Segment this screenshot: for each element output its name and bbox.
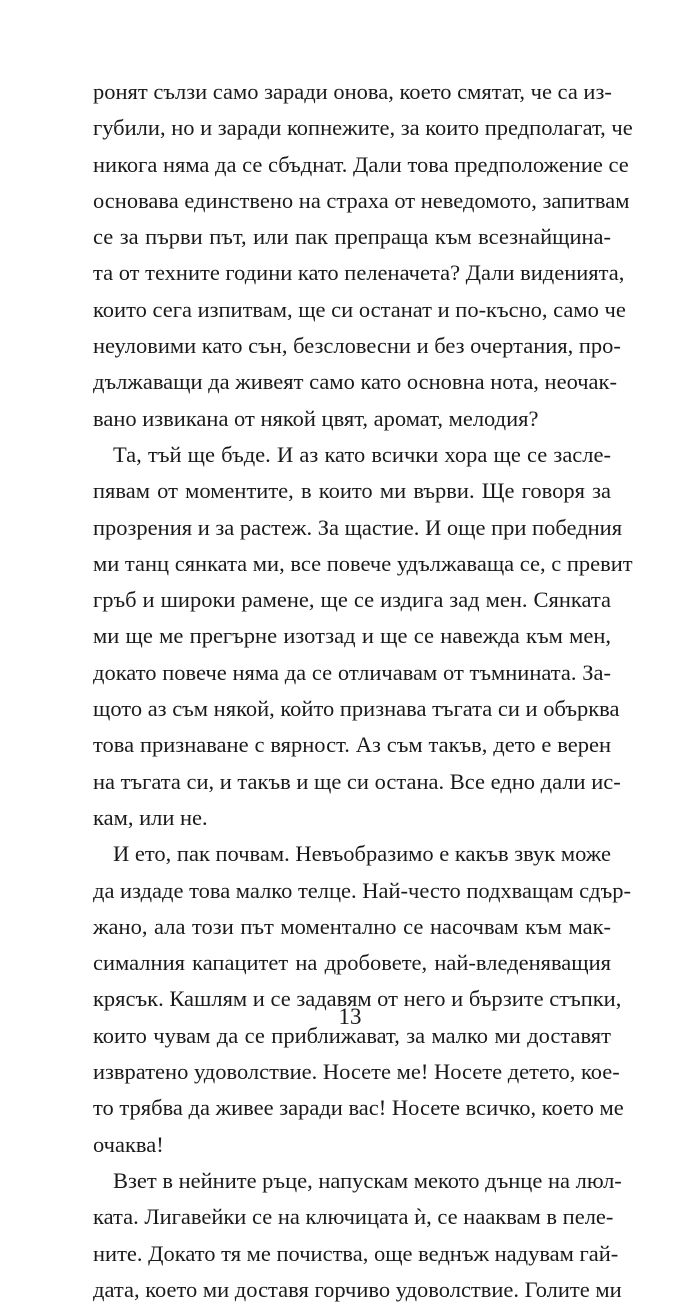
text-line: никога няма да се сбъднат. Дали това предположение се [93, 151, 629, 177]
text-line: неуловими като сън, безсловесни и без очертания, про- [93, 333, 621, 359]
text-line: докато повече няма да се отличавам от тъмнината. За- [93, 659, 611, 685]
text-line: прозрения и за растеж. За щастие. И още при победния [93, 514, 623, 540]
text-line: кам, или не. [93, 804, 208, 830]
text-line: на тъгата си, и такъв и ще си остана. Все едно дали ис- [93, 768, 621, 794]
text-line: Та, тъй ще бъде. И аз като всички хора ще се засле- [113, 441, 611, 467]
text-line: очаква! [93, 1131, 164, 1157]
text-line: ми ще ме прегърне изотзад и ще се навежда към мен, [93, 623, 611, 649]
text-line: сималния капацитет на дробовете, най-вледеняващия [93, 950, 611, 976]
text-line: та от техните години като пеленачета? Дали виденията, [93, 260, 625, 286]
text-line: това признаване с вярност. Аз съм такъв, дето е верен [93, 732, 611, 758]
text-line: пявам от моментите, в които ми върви. Ще говоря за [93, 478, 611, 504]
body-text [93, 74, 633, 1308]
text-line: ми танц сянката ми, все повече удължаваща се, с превит [93, 550, 633, 576]
text-line: щото аз съм някой, който признава тъгата си и обърква [93, 696, 620, 722]
text-line: дължаващи да живеят само като основна нота, неочак- [93, 369, 617, 395]
text-line: И ето, пак почвам. Невъобразимо е какъв звук може [113, 841, 611, 867]
text-line: които сега изпитвам, ще си останат и по-късно, само че [93, 296, 626, 322]
text-line: дата, което ми доставя горчиво удоволствие. Голите ми [93, 1276, 622, 1302]
text-line: извратено удоволствие. Носете ме! Носете детето, кое- [93, 1059, 620, 1085]
text-line: ронят сълзи само заради онова, което смятат, че са из- [93, 79, 612, 104]
page-number: 13 [338, 1004, 362, 1029]
text-line: Взет в нейните ръце, напускам мекото дънце на люл- [113, 1167, 622, 1193]
text-line: вано извикана от някой цвят, аромат, мелодия? [93, 405, 539, 431]
text-line: основава единствено на страха от неведомото, запитвам [93, 187, 630, 213]
text-line: които чувам да се приближават, за малко ми доставят [93, 1022, 611, 1048]
text-line: гръб и широки рамене, ще се издига зад мен. Сянката [93, 587, 611, 613]
text-line: то трябва да живее заради вас! Носете всичко, което ме [93, 1095, 624, 1121]
text-line: крясък. Кашлям и се задавям от него и бързите стъпки, [93, 986, 622, 1012]
text-line: да издаде това малко телце. Най-често подхващам сдър- [93, 877, 631, 903]
text-line: губили, но и заради копнежите, за които предполагат, че [93, 115, 633, 141]
text-line: ката. Лигавейки се на ключицата ѝ, се нааквам в пеле- [93, 1204, 614, 1230]
text-line: се за първи път, или пак препраща към всезнайщина- [93, 224, 611, 250]
text-line: ните. Докато тя ме почиства, още веднъж надувам гай- [93, 1240, 619, 1266]
text-line: жано, ала този път моментално се насочвам към мак- [93, 913, 611, 939]
